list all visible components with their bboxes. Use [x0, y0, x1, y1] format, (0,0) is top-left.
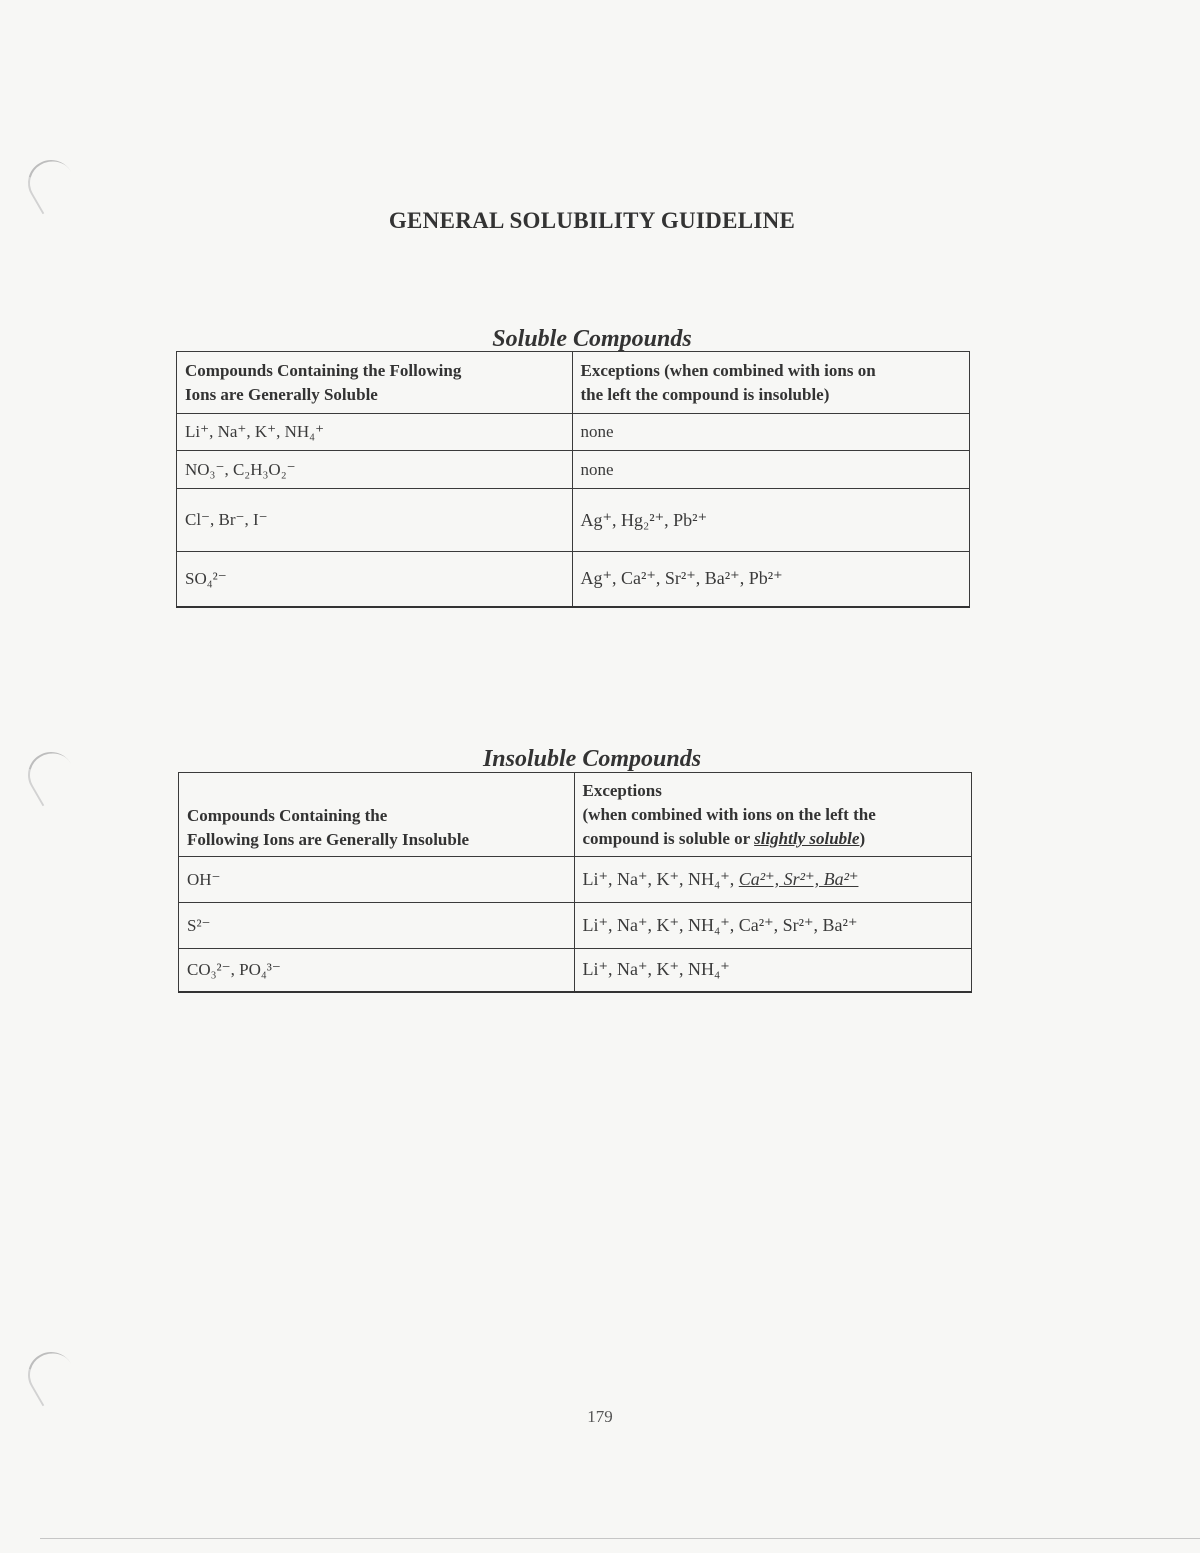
- soluble-table: [176, 351, 970, 608]
- insoluble-col1-header-line2: Following Ions are Generally Insoluble: [187, 830, 470, 849]
- table-row: [179, 903, 972, 949]
- insoluble-col2-header: [574, 773, 972, 857]
- soluble-col1-header-line1: Compounds Containing the Following: [185, 360, 462, 380]
- table-row: [179, 857, 972, 903]
- soluble-col2-header: [572, 352, 970, 414]
- table-row: [177, 489, 970, 552]
- header-line3-suffix: ): [859, 828, 866, 848]
- insoluble-table: [178, 772, 972, 993]
- page-title: GENERAL SOLUBILITY GUIDELINE: [388, 208, 796, 233]
- insoluble-exceptions-cell: [574, 857, 972, 903]
- insoluble-col1-header-line1: Compounds Containing the: [187, 806, 388, 825]
- page-number: 179: [587, 1407, 613, 1426]
- insoluble-col2-header-line1: Exceptions: [582, 780, 662, 800]
- insoluble-col2-header-line2: (when combined with ions on the left the: [582, 804, 876, 824]
- header-line3-prefix: compound is soluble or: [582, 828, 755, 848]
- soluble-exceptions-text: Li⁺, Na⁺, K⁺, NH₄⁺,: [582, 869, 739, 889]
- soluble-col1-header: [177, 352, 573, 414]
- insoluble-ions-cell: CO₃²⁻, PO₄³⁻: [179, 949, 575, 992]
- table-row: [179, 949, 972, 992]
- insoluble-col1-header: [179, 773, 575, 857]
- soluble-exceptions-cell: none: [572, 414, 970, 451]
- table-row: [177, 414, 970, 451]
- soluble-header-row: [177, 352, 970, 414]
- soluble-ions-cell: NO₃⁻, C₂H₃O₂⁻: [177, 451, 573, 489]
- binder-hole-mark-top: [20, 152, 83, 215]
- soluble-exceptions-cell: Ag⁺, Hg₂²⁺, Pb²⁺: [572, 489, 970, 552]
- soluble-col2-header-line2: the left the compound is insoluble): [580, 384, 830, 404]
- insoluble-exceptions-cell: Li⁺, Na⁺, K⁺, NH₄⁺: [574, 949, 972, 992]
- soluble-col1-header-line2: Ions are Generally Soluble: [185, 384, 378, 404]
- insoluble-heading: Insoluble Compounds: [482, 746, 702, 772]
- table-row: [177, 552, 970, 607]
- table-row: [177, 451, 970, 489]
- soluble-ions-cell: SO₄²⁻: [177, 552, 573, 607]
- slightly-soluble-emphasis: slightly soluble: [754, 828, 860, 848]
- insoluble-col2-header-line3: [583, 827, 964, 851]
- insoluble-header-row: [179, 773, 972, 857]
- soluble-ions-cell: Cl⁻, Br⁻, I⁻: [177, 489, 573, 552]
- insoluble-exceptions-cell: Li⁺, Na⁺, K⁺, NH₄⁺, Ca²⁺, Sr²⁺, Ba²⁺: [574, 903, 972, 949]
- insoluble-ions-cell: S²⁻: [179, 903, 575, 949]
- soluble-heading: Soluble Compounds: [492, 326, 692, 352]
- page-edge-rule: [40, 1538, 1200, 1539]
- insoluble-ions-cell: OH⁻: [179, 857, 575, 903]
- soluble-exceptions-cell: Ag⁺, Ca²⁺, Sr²⁺, Ba²⁺, Pb²⁺: [572, 552, 970, 607]
- binder-hole-mark-bottom: [20, 1344, 83, 1407]
- soluble-exceptions-cell: none: [572, 451, 970, 489]
- soluble-col2-header-line1: Exceptions (when combined with ions on: [580, 360, 876, 380]
- soluble-ions-cell: Li⁺, Na⁺, K⁺, NH₄⁺: [177, 414, 573, 451]
- slightly-soluble-exceptions-text: Ca²⁺, Sr²⁺, Ba²⁺: [738, 869, 859, 889]
